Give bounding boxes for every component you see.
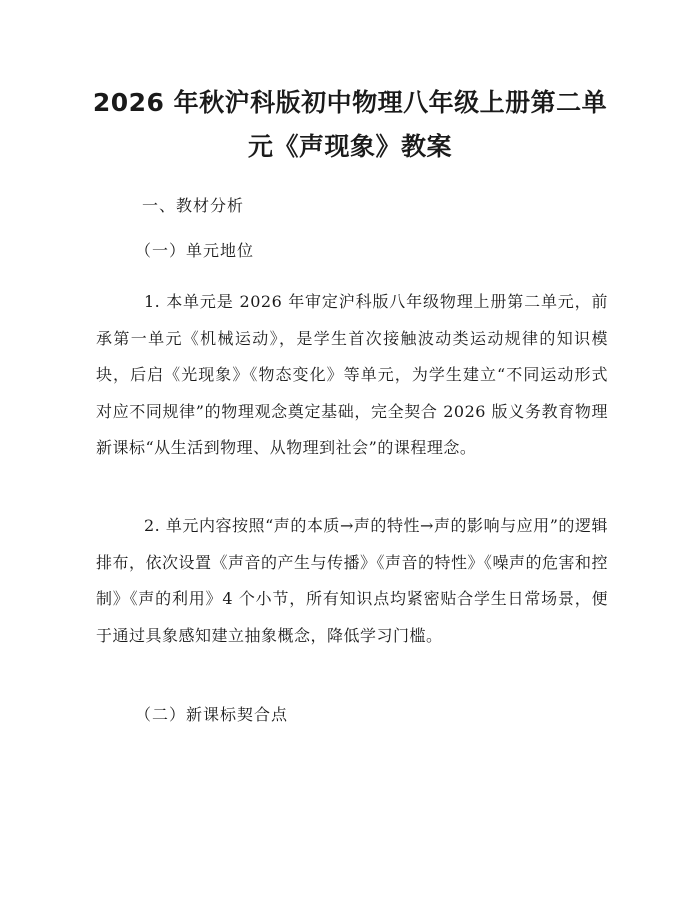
paragraph-unit-position: 1. 本单元是 2026 年审定沪科版八年级物理上册第二单元，前承第一单元《机械运动》，是学生首次接触波动类运动规律的知识模块，后启《光现象》《物态变化》等单元，为学生建立“不同运动形式对应不同规律”的物理观念奠定基础，完全契合 2026 版义务教育物理新课标“从生活到物理、从物理到社会”的课程理念。: [96, 292, 608, 458]
document-title-line-2: 元《声现象》教案: [247, 132, 452, 161]
document-title-line-1: 2026 年秋沪科版初中物理八年级上册第二单: [92, 88, 608, 117]
paragraph-unit-content: 2. 单元内容按照“声的本质→声的特性→声的影响与应用”的逻辑排布，依次设置《声音的产生与传播》《声音的特性》《噪声的危害和控制》《声的利用》4 个小节，所有知识点均紧密贴合学生日常场景，便于通过具象感知建立抽象概念，降低学习门槛。: [96, 516, 609, 645]
subsection-heading-unit-position: （一）单元地位: [135, 241, 255, 260]
subsection-heading-curriculum-fit: （二）新课标契合点: [135, 705, 289, 724]
section-heading-textbook-analysis: 一、教材分析: [142, 196, 245, 215]
